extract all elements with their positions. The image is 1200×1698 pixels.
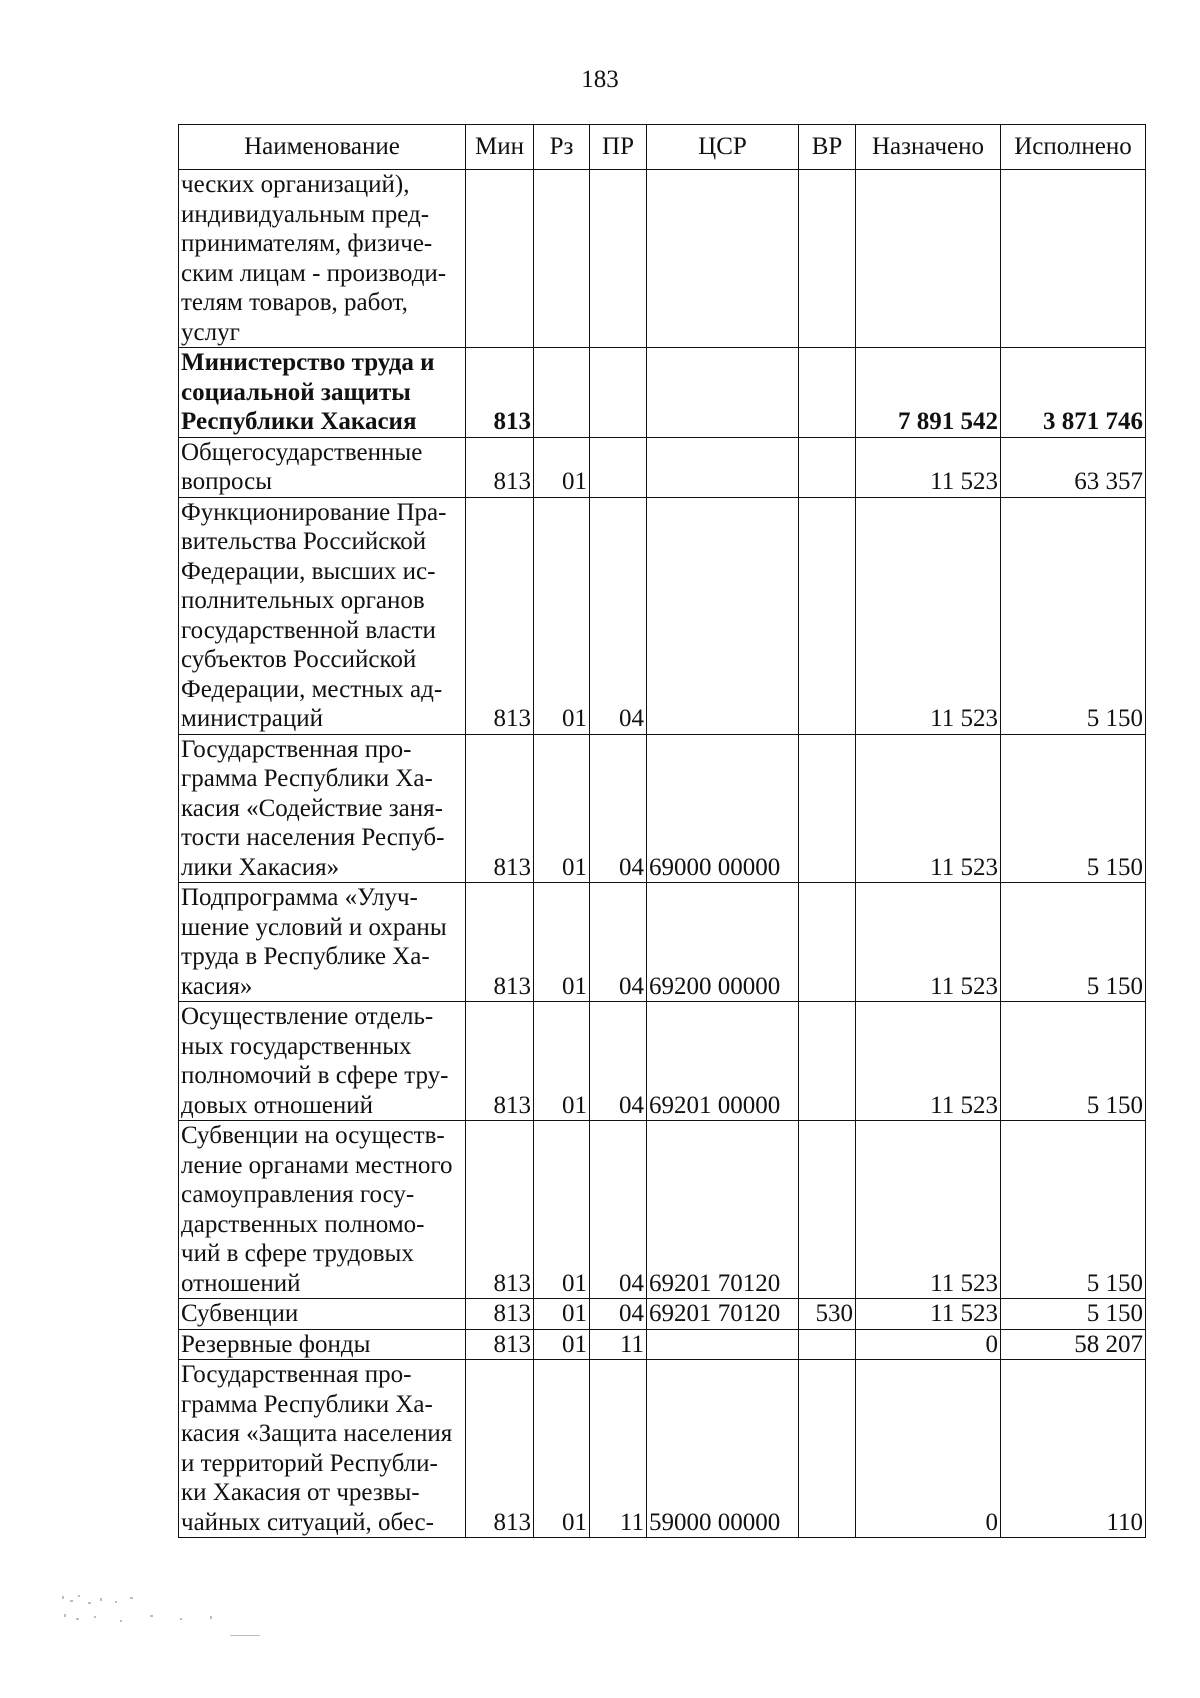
cell-vr (799, 1002, 856, 1121)
cell-pr: 04 (590, 1002, 647, 1121)
page-number: 183 (581, 66, 619, 93)
scan-artifact (60, 1590, 280, 1660)
cell-vr (799, 734, 856, 883)
cell-pr: 04 (590, 883, 647, 1002)
header-vr: ВР (799, 125, 856, 170)
cell-min (466, 170, 534, 348)
cell-name: Государственная про- грамма Республики Ха- касия «Защита населения и территорий Республи- ки Хакасия от чрезвы- чайных ситуаций, обес- (179, 1360, 466, 1538)
cell-assigned: 11 523 (856, 1121, 1001, 1299)
cell-assigned: 11 523 (856, 883, 1001, 1002)
cell-assigned: 11 523 (856, 734, 1001, 883)
cell-rz: 01 (534, 883, 590, 1002)
cell-csr: 69201 70120 (647, 1121, 799, 1299)
cell-csr: 69200 00000 (647, 883, 799, 1002)
cell-pr (590, 170, 647, 348)
cell-pr: 04 (590, 1121, 647, 1299)
cell-min: 813 (466, 348, 534, 438)
cell-csr (647, 437, 799, 497)
cell-executed: 5 150 (1001, 883, 1146, 1002)
cell-name: Подпрограмма «Улуч- шение условий и охраны труда в Республике Ха- касия» (179, 883, 466, 1002)
cell-vr (799, 1121, 856, 1299)
cell-assigned: 7 891 542 (856, 348, 1001, 438)
cell-name: Министерство труда и социальной защиты Республики Хакасия (179, 348, 466, 438)
table-body (179, 170, 1146, 1538)
table-row (179, 1329, 1146, 1360)
table-row (179, 348, 1146, 438)
cell-executed: 110 (1001, 1360, 1146, 1538)
table-row (179, 1121, 1146, 1299)
cell-pr: 04 (590, 734, 647, 883)
cell-name: Функционирование Пра- вительства Российской Федерации, высших ис- полнительных органов государственной власти субъектов Российской Федерации, местных ад- министраций (179, 497, 466, 734)
cell-vr (799, 170, 856, 348)
cell-rz: 01 (534, 734, 590, 883)
cell-executed (1001, 170, 1146, 348)
cell-rz: 01 (534, 437, 590, 497)
budget-table (178, 124, 1146, 1538)
cell-csr (647, 497, 799, 734)
cell-executed: 63 357 (1001, 437, 1146, 497)
header-min: Мин (466, 125, 534, 170)
cell-name: Осуществление отдель- ных государственных полномочий в сфере тру- довых отношений (179, 1002, 466, 1121)
table-row (179, 1299, 1146, 1330)
cell-pr: 11 (590, 1360, 647, 1538)
cell-vr (799, 883, 856, 1002)
cell-csr (647, 348, 799, 438)
cell-csr (647, 1329, 799, 1360)
cell-min: 813 (466, 883, 534, 1002)
cell-assigned (856, 170, 1001, 348)
cell-pr: 11 (590, 1329, 647, 1360)
cell-executed: 58 207 (1001, 1329, 1146, 1360)
cell-min: 813 (466, 1360, 534, 1538)
cell-executed: 5 150 (1001, 1121, 1146, 1299)
cell-assigned: 11 523 (856, 1002, 1001, 1121)
cell-pr (590, 348, 647, 438)
header-name: Наименование (179, 125, 466, 170)
cell-min: 813 (466, 1299, 534, 1330)
cell-min: 813 (466, 1002, 534, 1121)
cell-assigned: 11 523 (856, 1299, 1001, 1330)
header-pr: ПР (590, 125, 647, 170)
cell-name: ческих организаций), индивидуальным пред- принимателям, физиче- ским лицам - производи- телям товаров, работ, услуг (179, 170, 466, 348)
cell-executed: 5 150 (1001, 734, 1146, 883)
cell-assigned: 11 523 (856, 497, 1001, 734)
header-assigned: Назначено (856, 125, 1001, 170)
cell-min: 813 (466, 734, 534, 883)
cell-csr (647, 170, 799, 348)
cell-vr (799, 348, 856, 438)
cell-rz (534, 348, 590, 438)
cell-assigned: 0 (856, 1329, 1001, 1360)
header-csr: ЦСР (647, 125, 799, 170)
cell-rz (534, 170, 590, 348)
cell-rz: 01 (534, 1299, 590, 1330)
table-row (179, 170, 1146, 348)
cell-rz: 01 (534, 1002, 590, 1121)
cell-min: 813 (466, 437, 534, 497)
cell-rz: 01 (534, 1360, 590, 1538)
cell-pr: 04 (590, 1299, 647, 1330)
cell-name: Субвенции на осуществ- ление органами местного самоуправления госу- дарственных полномо- чий в сфере трудовых отношений (179, 1121, 466, 1299)
cell-name: Субвенции (179, 1299, 466, 1330)
header-row (179, 125, 1146, 170)
cell-executed: 5 150 (1001, 1299, 1146, 1330)
cell-min: 813 (466, 1329, 534, 1360)
cell-vr (799, 1360, 856, 1538)
cell-name: Общегосударственные вопросы (179, 437, 466, 497)
cell-executed: 3 871 746 (1001, 348, 1146, 438)
header-executed: Исполнено (1001, 125, 1146, 170)
cell-vr: 530 (799, 1299, 856, 1330)
table-row (179, 1360, 1146, 1538)
cell-vr (799, 497, 856, 734)
table-row (179, 734, 1146, 883)
cell-rz: 01 (534, 1329, 590, 1360)
cell-rz: 01 (534, 497, 590, 734)
cell-executed: 5 150 (1001, 497, 1146, 734)
cell-name: Резервные фонды (179, 1329, 466, 1360)
table-row (179, 437, 1146, 497)
cell-min: 813 (466, 1121, 534, 1299)
cell-pr: 04 (590, 497, 647, 734)
cell-csr: 69201 00000 (647, 1002, 799, 1121)
cell-rz: 01 (534, 1121, 590, 1299)
cell-assigned: 0 (856, 1360, 1001, 1538)
cell-name: Государственная про- грамма Республики Ха- касия «Содействие заня- тости населения Респуб- лики Хакасия» (179, 734, 466, 883)
cell-assigned: 11 523 (856, 437, 1001, 497)
cell-csr: 69201 70120 (647, 1299, 799, 1330)
cell-executed: 5 150 (1001, 1002, 1146, 1121)
table-row (179, 497, 1146, 734)
cell-csr: 69000 00000 (647, 734, 799, 883)
cell-vr (799, 1329, 856, 1360)
cell-vr (799, 437, 856, 497)
cell-pr (590, 437, 647, 497)
header-rz: Рз (534, 125, 590, 170)
cell-min: 813 (466, 497, 534, 734)
table-row (179, 1002, 1146, 1121)
cell-csr: 59000 00000 (647, 1360, 799, 1538)
table-row (179, 883, 1146, 1002)
